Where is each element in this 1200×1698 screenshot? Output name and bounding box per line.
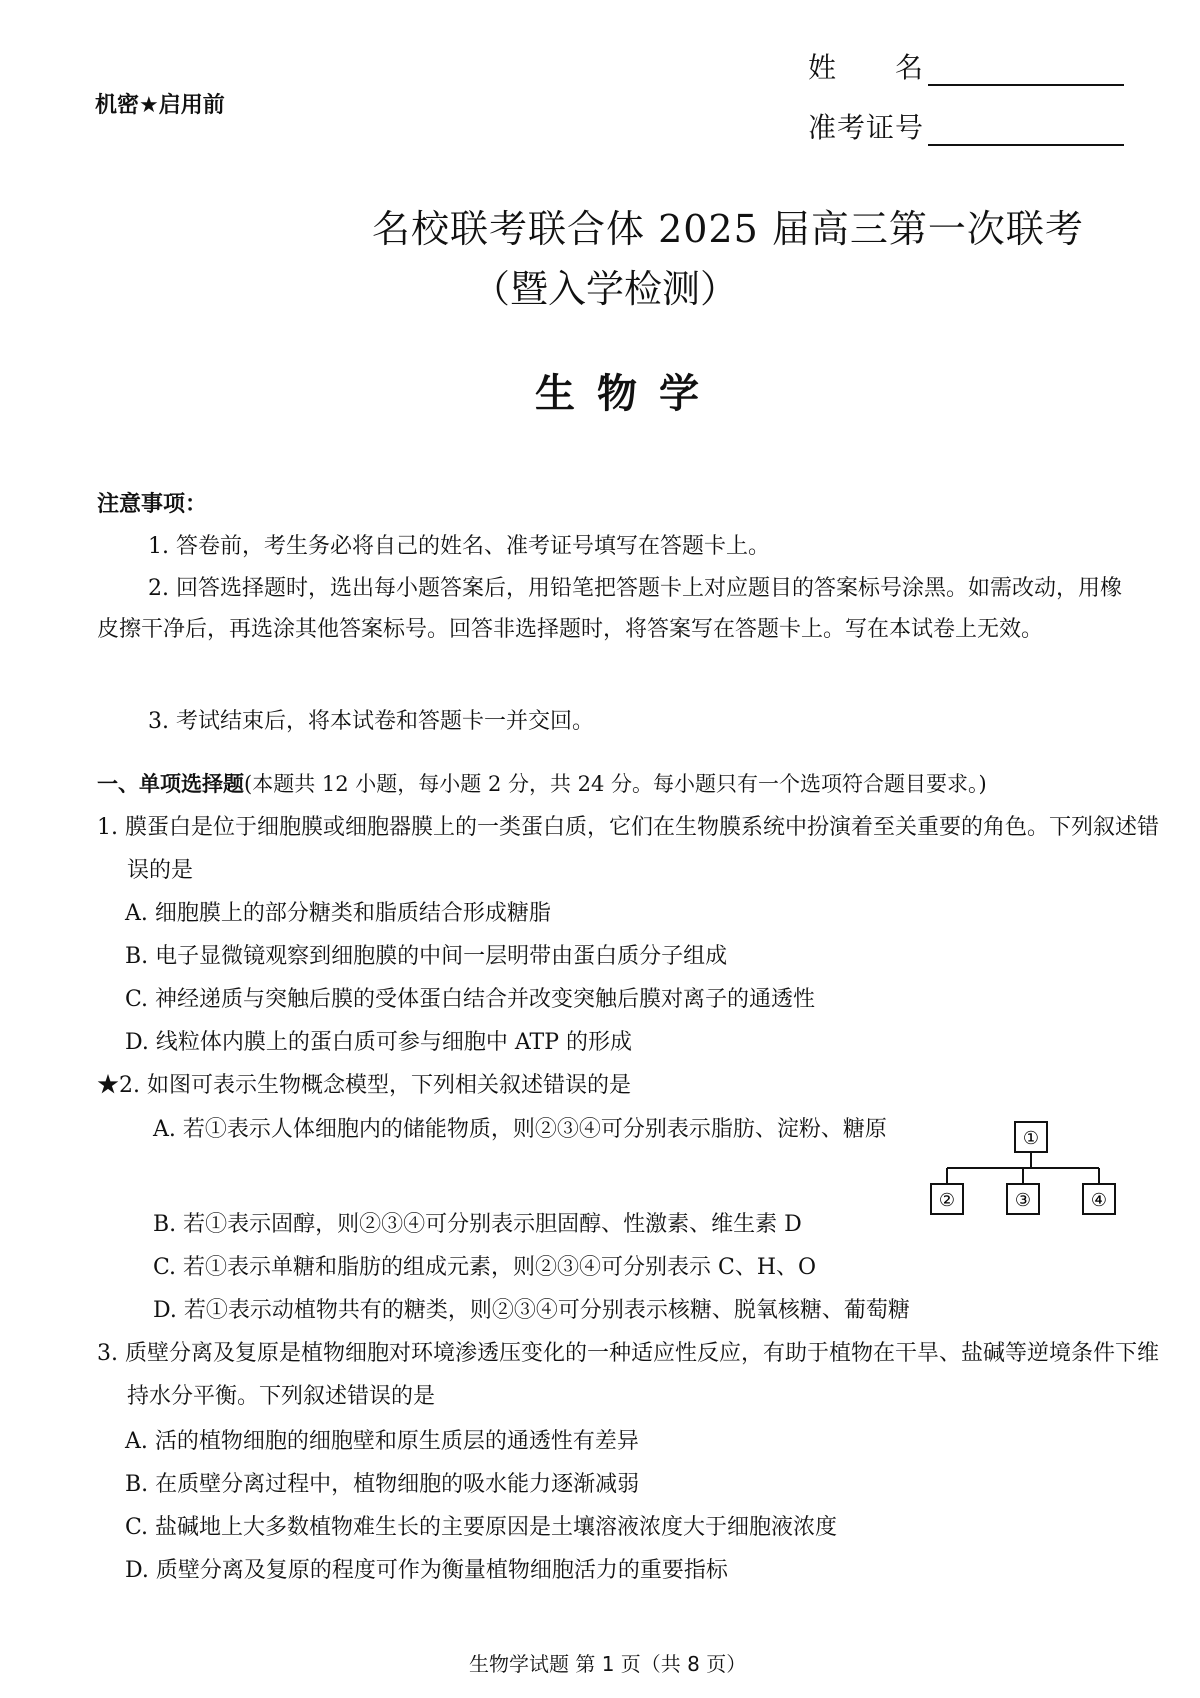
name-blank-line xyxy=(928,54,1124,86)
subject-title: 生物学 xyxy=(535,371,721,417)
question-stem: ★2. 如图可表示生物概念模型，下列相关叙述错误的是 xyxy=(97,1073,631,1098)
notice-heading: 注意事项： xyxy=(97,492,208,517)
diagram-label-root: ① xyxy=(1022,1128,1040,1149)
page-footer: 生物学试题 第 1 页（共 8 页） xyxy=(469,1652,747,1676)
option-d: D. 质壁分离及复原的程度可作为衡量植物细胞活力的重要指标 xyxy=(125,1558,728,1583)
diagram-label-child: ④ xyxy=(1090,1190,1108,1211)
option-a: A. 细胞膜上的部分糖类和脂质结合形成糖脂 xyxy=(125,901,551,926)
exam-id-field xyxy=(808,106,1124,146)
notice-item: 1. 答卷前，考生务必将自己的姓名、准考证号填写在答题卡上。 xyxy=(148,534,770,559)
option-b: B. 在质壁分离过程中，植物细胞的吸水能力逐渐减弱 xyxy=(125,1472,640,1497)
diagram-label-child: ③ xyxy=(1014,1190,1032,1211)
section-title: 一、单项选择题 xyxy=(97,772,244,796)
option-b: B. 电子显微镜观察到细胞膜的中间一层明带由蛋白质分子组成 xyxy=(125,944,728,969)
option-d: D. 线粒体内膜上的蛋白质可参与细胞中 ATP 的形成 xyxy=(125,1030,632,1055)
diagram-label-child: ② xyxy=(938,1190,956,1211)
option-c: C. 神经递质与突触后膜的受体蛋白结合并改变突触后膜对离子的通透性 xyxy=(125,987,816,1012)
notice-item: 3. 考试结束后，将本试卷和答题卡一并交回。 xyxy=(148,709,594,734)
section-note: (本题共 12 小题，每小题 2 分，共 24 分。每小题只有一个选项符合题目要求。) xyxy=(244,772,987,796)
confidential-label: 机密★启用前 xyxy=(95,93,225,118)
name-field xyxy=(808,46,1124,86)
exam-subtitle: （暨入学检测） xyxy=(472,267,739,311)
exam-id-blank-line xyxy=(928,114,1124,146)
option-a: A. 若①表示人体细胞内的储能物质，则②③④可分别表示脂肪、淀粉、糖原 xyxy=(153,1117,887,1142)
option-c: C. 若①表示单糖和脂肪的组成元素，则②③④可分别表示 C、H、O xyxy=(153,1255,817,1280)
option-d: D. 若①表示动植物共有的糖类，则②③④可分别表示核糖、脱氧核糖、葡萄糖 xyxy=(153,1298,910,1323)
name-label: 姓 名 xyxy=(808,51,925,84)
option-c: C. 盐碱地上大多数植物难生长的主要原因是土壤溶液浓度大于细胞液浓度 xyxy=(125,1515,838,1540)
notice-item: 2. 回答选择题时，选出每小题答案后，用铅笔把答题卡上对应题目的答案标号涂黑。如需改动，用橡皮擦干净后，再选涂其他答案标号。回答非选择题时，将答案写在答题卡上。写在本试卷上无效。 xyxy=(97,576,1122,642)
section-heading xyxy=(97,768,987,798)
exam-id-label: 准考证号 xyxy=(808,111,925,144)
option-b: B. 若①表示固醇，则②③④可分别表示胆固醇、性激素、维生素 D xyxy=(153,1212,802,1237)
concept-model-diagram xyxy=(920,1120,1120,1230)
option-a: A. 活的植物细胞的细胞壁和原生质层的通透性有差异 xyxy=(125,1429,639,1454)
question-stem: 1. 膜蛋白是位于细胞膜或细胞器膜上的一类蛋白质，它们在生物膜系统中扮演着至关重要的角色。下列叙述错误的是 xyxy=(97,815,1159,883)
question-stem: 3. 质壁分离及复原是植物细胞对环境渗透压变化的一种适应性反应，有助于植物在干旱、盐碱等逆境条件下维持水分平衡。下列叙述错误的是 xyxy=(97,1341,1159,1409)
exam-title: 名校联考联合体 2025 届高三第一次联考 xyxy=(372,207,1084,251)
